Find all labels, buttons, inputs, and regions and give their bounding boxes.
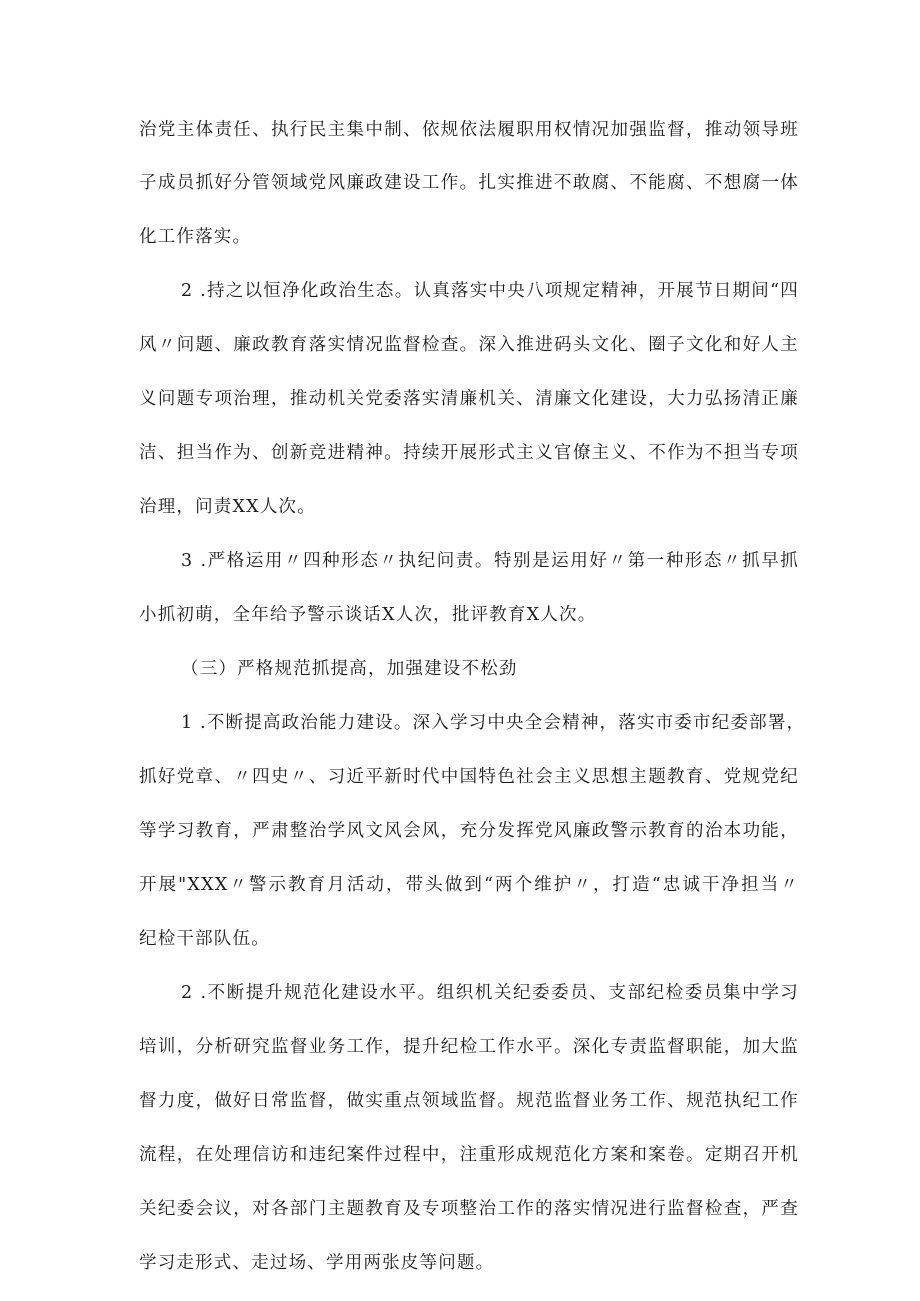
text-line: 抓好党章、〃四史〃、习近平新时代中国特色社会主义思想主题教育、党规党纪: [139, 767, 799, 787]
text-line: 等学习教育，严肃整治学风文风会风，充分发挥党风廉政警示教育的治本功能，: [139, 821, 799, 841]
text-line: 子成员抓好分管领域党风廉政建设工作。扎实推进不敢腐、不能腐、不想腐一体: [139, 173, 799, 193]
text-line: 培训，分析研究监督业务工作，提升纪检工作水平。深化专责监督职能，加大监: [139, 1037, 799, 1057]
text-line: 学习走形式、走过场、学用两张皮等问题。: [139, 1253, 495, 1273]
text-line: 1 .不断提高政治能力建设。深入学习中央全会精神，落实市委市纪委部署，: [181, 713, 806, 733]
text-line: 关纪委会议，对各部门主题教育及专项整治工作的落实情况进行监督检查，严查: [139, 1199, 799, 1219]
text-line: 3 .严格运用〃四种形态〃执纪问责。特别是运用好〃第一种形态〃抓早抓: [181, 551, 799, 571]
text-line: 2 .持之以恒净化政治生态。认真落实中央八项规定精神，开展节日期间“四: [181, 281, 799, 301]
text-line: 治理，问责XX人次。: [139, 497, 316, 517]
text-line: 化工作落实。: [139, 227, 252, 247]
section-heading: （三）严格规范抓提高，加强建设不松劲: [181, 659, 518, 679]
text-line: 开展"XXX〃警示教育月活动，带头做到“两个维护〃，打造“忠诚干净担当〃: [139, 875, 799, 895]
text-line: 洁、担当作为、创新竞进精神。持续开展形式主义官僚主义、不作为不担当专项: [139, 443, 799, 463]
text-line: 督力度，做好日常监督，做实重点领域监督。规范监督业务工作、规范执纪工作: [139, 1091, 799, 1111]
text-line: 小抓初萌，全年给予警示谈话X人次，批评教育X人次。: [139, 605, 597, 625]
text-line: 纪检干部队伍。: [139, 929, 270, 949]
text-line: 治党主体责任、执行民主集中制、依规依法履职用权情况加强监督，推动领导班: [139, 120, 799, 140]
text-line: 流程，在处理信访和违纪案件过程中，注重形成规范化方案和案卷。定期召开机: [139, 1145, 799, 1165]
text-line: 2 .不断提升规范化建设水平。组织机关纪委委员、支部纪检委员集中学习: [181, 983, 799, 1003]
text-line: 义问题专项治理，推动机关党委落实清廉机关、清廉文化建设，大力弘扬清正廉: [139, 389, 799, 409]
text-line: 风〃问题、廉政教育落实情况监督检查。深入推进码头文化、圈子文化和好人主: [139, 335, 799, 355]
